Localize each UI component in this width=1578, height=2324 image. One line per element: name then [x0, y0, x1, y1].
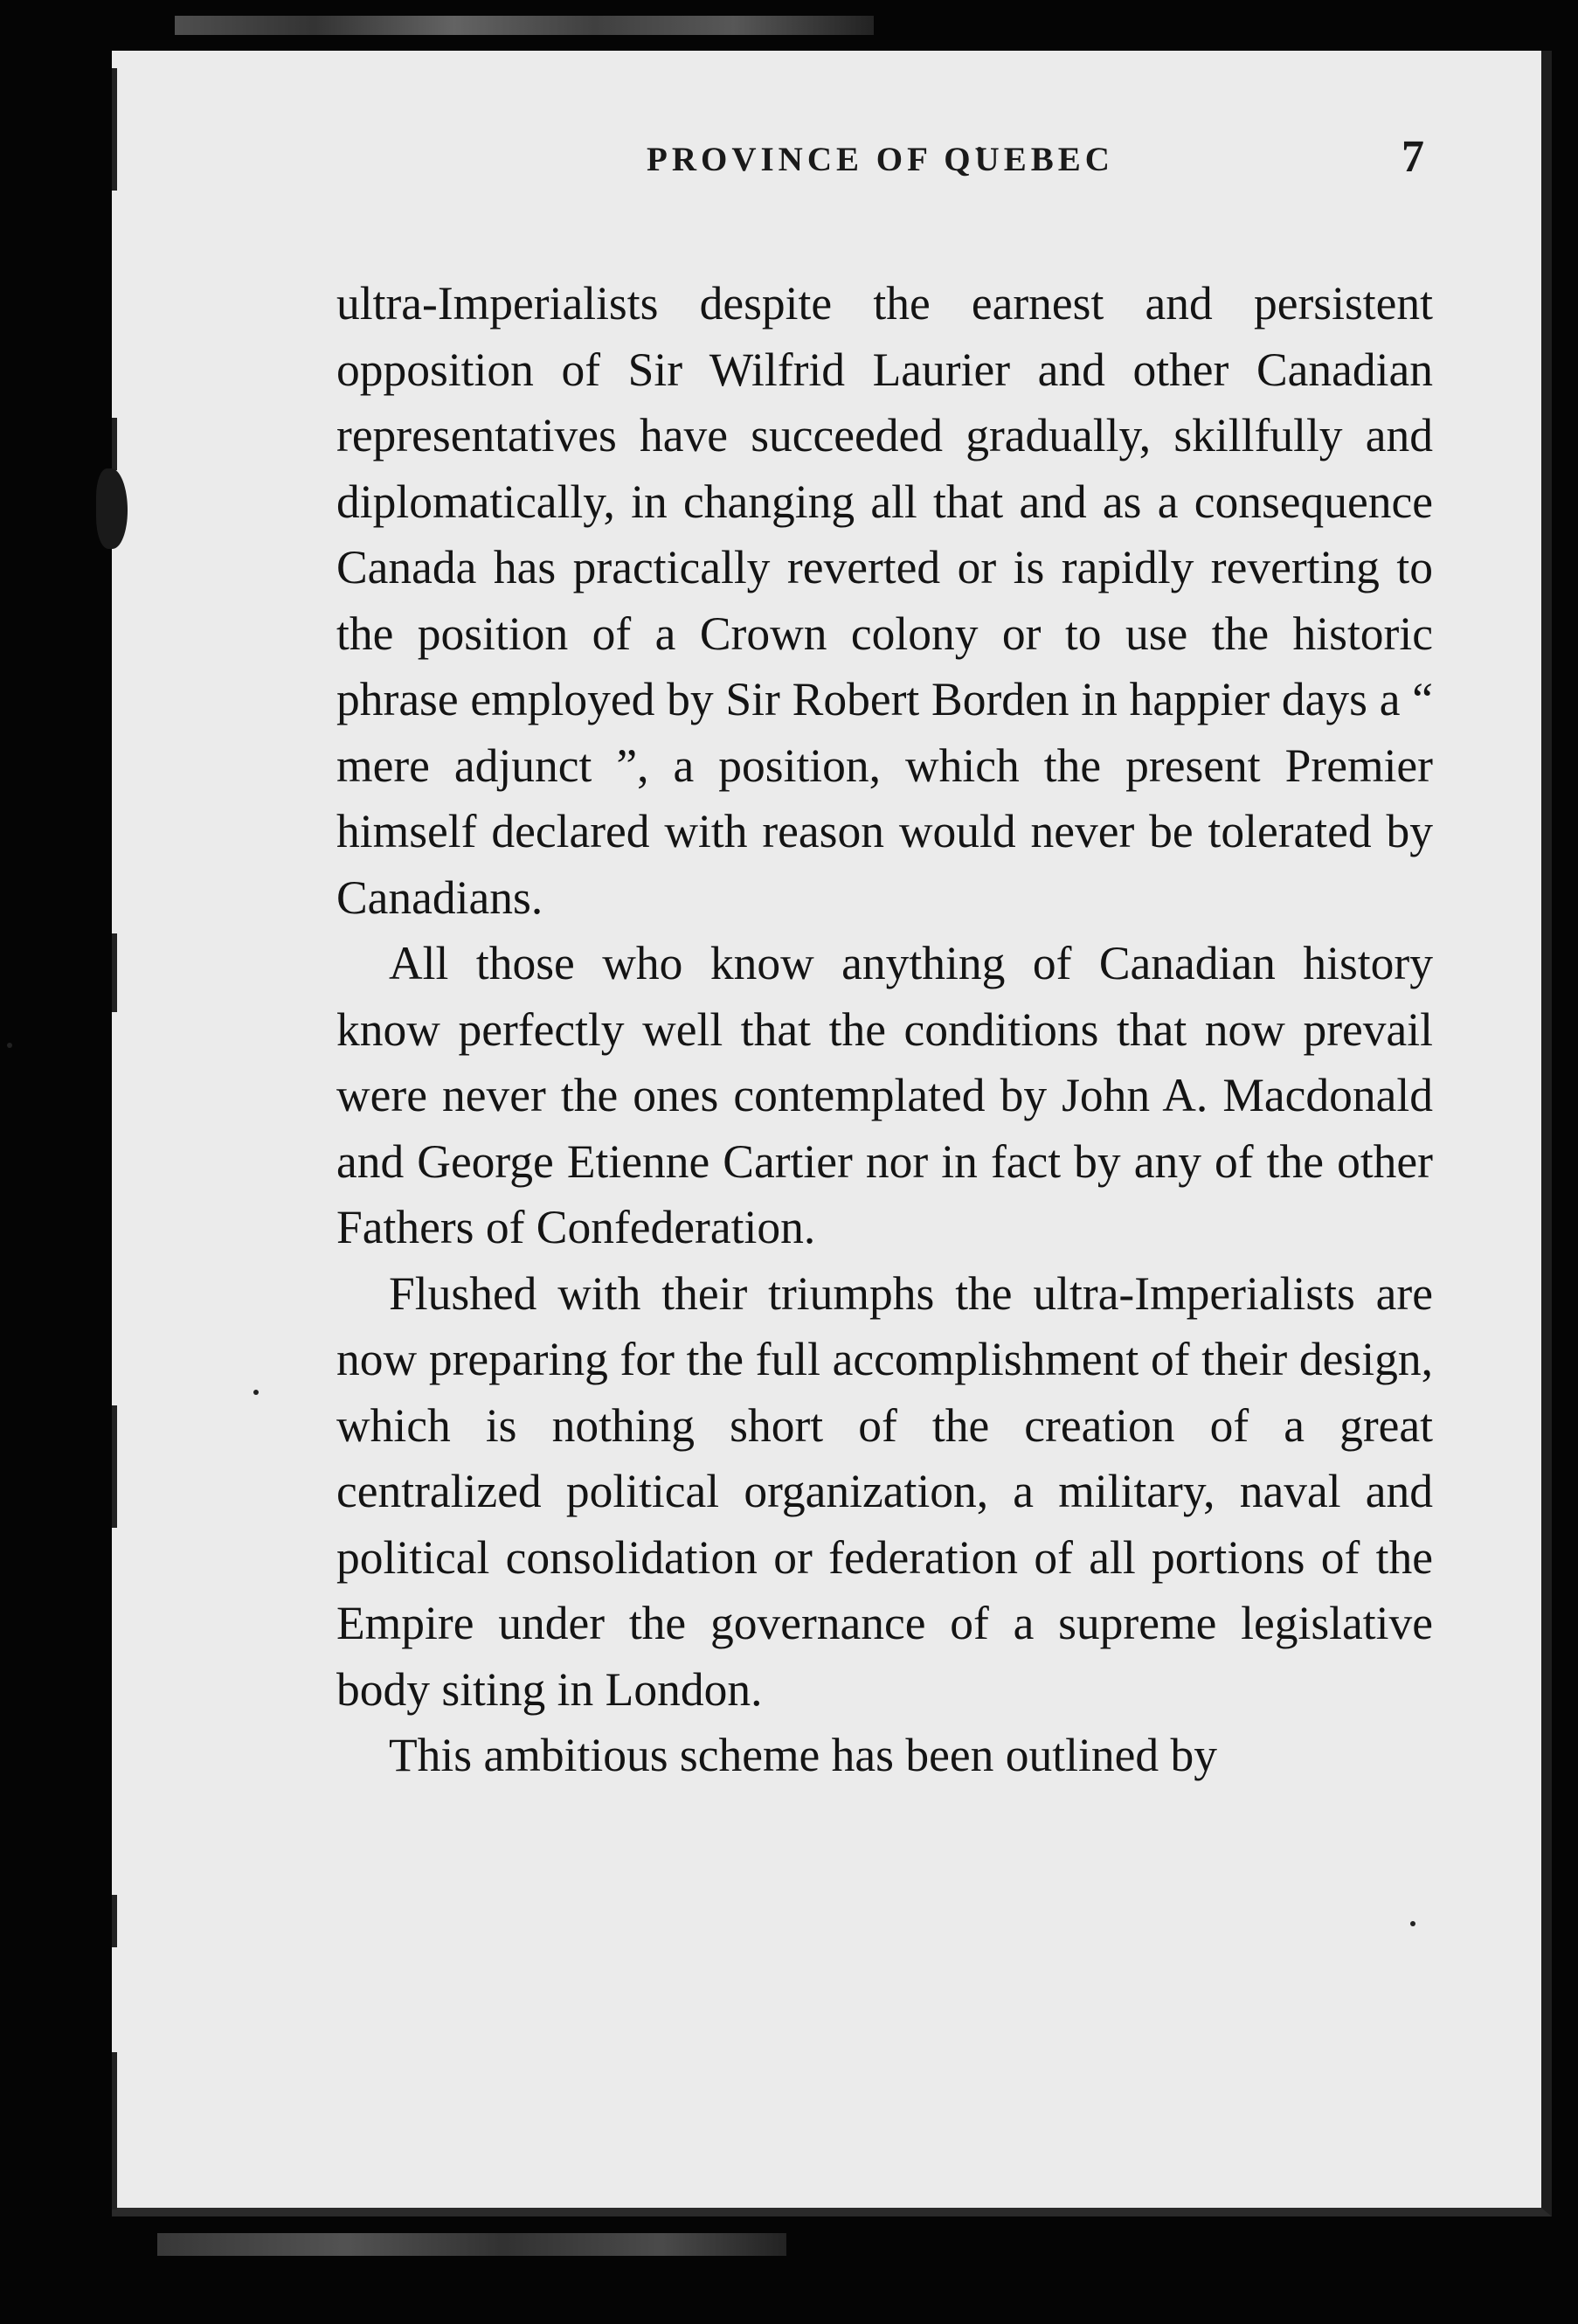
scan-bottom-edge: [157, 2233, 786, 2256]
paragraph: This ambitious scheme has been outlined by: [389, 1729, 1217, 1781]
page-header: [524, 131, 1450, 201]
dust-speck: [1410, 1921, 1415, 1926]
binding-edge-mark: [112, 1405, 117, 1528]
binding-edge-mark: [112, 2052, 117, 2210]
binding-edge-mark: [112, 68, 117, 191]
page-number: 7: [1402, 132, 1424, 182]
dust-speck: [7, 1043, 12, 1048]
body-text: [336, 271, 1433, 1789]
paragraph: All those who know anything of Canadian history know perfectly well that the conditions that now prevail were never the ones contemplated by John A. Macdonald and George Etienne Cartier nor in fact by any of the other Fathers of Confederation.: [336, 937, 1433, 1253]
binding-edge-mark: [112, 418, 117, 470]
binding-edge-mark: [112, 933, 117, 1012]
scan-top-edge: [175, 16, 874, 35]
dust-speck: [253, 1390, 259, 1395]
paragraph: ultra-Imperialists despite the earnest and persistent opposition of Sir Wilfrid Laurier and other Canadian representatives have succeeded gradually, skillfully and diplomatically, in changing all that and as a consequence Canada has practically reverted or is rapidly reverting to the position of a Crown colony or to use the historic phrase employed by Sir Robert Borden in happier days a “ mere adjunct ”, a position, which the present Premier himself declared with reason would never be tolerated by Canadians.: [336, 277, 1433, 924]
binding-edge-mark: [112, 1895, 117, 1947]
paragraph: Flushed with their triumphs the ultra-Imperialists are now preparing for the full accomplishment of their design, which is nothing short of the creation of a great centralized political organization, a military, naval and political consolidation or federation of all portions of the Empire under the governance of a supreme legislative body siting in London.: [336, 1266, 1433, 1716]
running-head: PROVINCE OF QUEBEC: [647, 141, 1114, 178]
ink-blot: [96, 468, 128, 549]
